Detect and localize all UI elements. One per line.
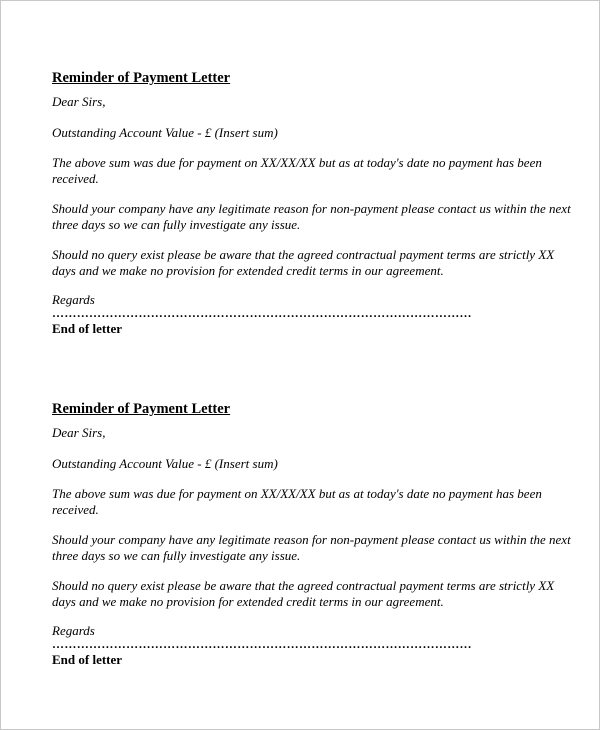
- regards-closing: Regards: [52, 292, 95, 307]
- end-of-letter: End of letter: [52, 651, 123, 667]
- payment-due-paragraph: The above sum was due for payment on XX/XX/XX but as at today's date no payment has been received.: [52, 155, 542, 186]
- letter-block: [52, 69, 572, 336]
- signature-line: …………………………………………………………………………………………: [52, 638, 472, 650]
- regards-closing: Regards: [52, 623, 95, 638]
- letter-title: Reminder of Payment Letter: [52, 401, 231, 417]
- payment-terms-paragraph: Should no query exist please be aware that the agreed contractual payment terms are strictly XX days and we make no provision for extended credit terms in our agreement.: [52, 247, 555, 278]
- letter-title: Reminder of Payment Letter: [52, 70, 231, 86]
- account-value-line: Outstanding Account Value - £ (Insert sum): [52, 124, 278, 140]
- signature-line: …………………………………………………………………………………………: [52, 307, 472, 319]
- end-of-letter: End of letter: [52, 320, 123, 336]
- contact-reason-paragraph: Should your company have any legitimate reason for non-payment please contact us within the next three days so we can fully investigate any issue.: [52, 532, 571, 563]
- payment-due-paragraph: The above sum was due for payment on XX/XX/XX but as at today's date no payment has been received.: [52, 486, 542, 517]
- contact-reason-paragraph: Should your company have any legitimate reason for non-payment please contact us within the next three days so we can fully investigate any issue.: [52, 201, 571, 232]
- salutation: Dear Sirs,: [52, 94, 106, 109]
- account-value-line: Outstanding Account Value - £ (Insert sum): [52, 455, 278, 471]
- payment-terms-paragraph: Should no query exist please be aware that the agreed contractual payment terms are strictly XX days and we make no provision for extended credit terms in our agreement.: [52, 578, 555, 609]
- letter-block: [52, 400, 572, 667]
- salutation: Dear Sirs,: [52, 425, 106, 440]
